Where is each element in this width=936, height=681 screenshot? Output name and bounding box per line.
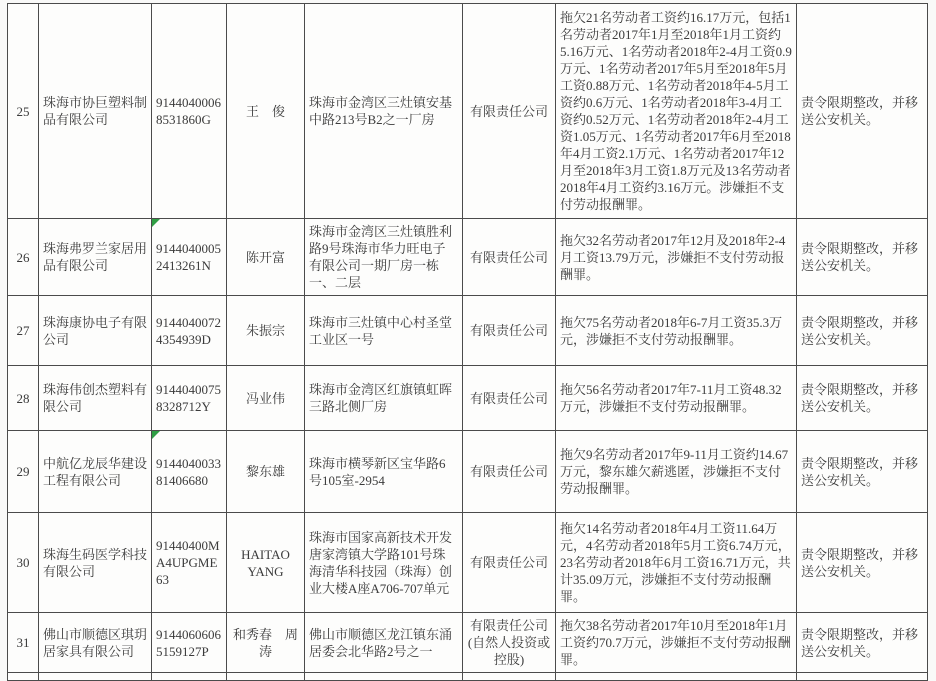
penalty-cell: 责令限期整改，并移送公安机关。 [797,513,928,613]
violation-facts-cell: 拖欠38名劳动者2017年10月至2018年1月工资约70.7万元，涉嫌拒不支付劳动报酬罪。 [556,613,797,673]
row-number-cell: 27 [8,296,39,366]
address-cell: 佛山市顺德区龙江镇东涌居委会北华路2号之一 [305,613,463,673]
table-row [8,296,928,366]
row-number-cell: 26 [8,219,39,296]
table-row [8,431,928,513]
credit-code-cell: 91440400724354939D [152,296,227,366]
credit-code-cell: 91440606065159127P [152,613,227,673]
company-type-cell: 有限责任公司 [463,366,556,431]
row-number-cell: 30 [8,513,39,613]
violation-facts-cell: 拖欠9名劳动者2017年9-11月工资约14.67万元，黎东雄欠薪逃匿，涉嫌拒不支付劳动报酬罪。 [556,431,797,513]
company-type-cell: 有限责任公司 [463,513,556,613]
company-name-cell: 珠海生码医学科技有限公司 [39,513,152,613]
clipped-cell [227,673,305,681]
table-row [8,366,928,431]
table-row [8,219,928,296]
legal-rep-cell: 和秀春 周涛 [227,613,305,673]
credit-code-cell-with-green-marker: 91440400052413261N [152,219,227,296]
table-row [8,613,928,673]
clipped-cell [8,673,39,681]
violation-facts-cell: 拖欠75名劳动者2018年6-7月工资35.3万元，涉嫌拒不支付劳动报酬罪。 [556,296,797,366]
address-cell: 珠海市金湾区红旗镇虹晖三路北侧厂房 [305,366,463,431]
row-number-cell: 25 [8,4,39,219]
table-body [8,4,928,681]
company-type-cell: 有限责任公司(自然人投资或控股) [463,613,556,673]
company-name-cell: 佛山市顺德区琪玥居家具有限公司 [39,613,152,673]
penalty-cell: 责令限期整改，并移送公安机关。 [797,296,928,366]
company-type-cell: 有限责任公司 [463,296,556,366]
company-type-cell: 有限责任公司 [463,431,556,513]
clipped-cell [556,673,797,681]
clipped-cell [152,673,227,681]
legal-rep-cell: 陈开富 [227,219,305,296]
violation-facts-cell: 拖欠21名劳动者工资约16.17万元，包括1名劳动者2017年1月至2018年1月工资约5.16万元、1名劳动者2018年2-4月工资0.9万元、1名劳动者2017年5月至2018年5月工资0.88万元、1名劳动者2018年4-5月工资约0.6万元、1名劳动者2018年3-4月工资约0.52万元、1名劳动者2018年2-4月工资1.05万元、1名劳动者2017年6月至2018年4月工资2.1万元、1名劳动者2017年12月至2018年3月工资1.8万元及13名劳动者2018年4月工资约3.16万元。涉嫌拒不支付劳动报酬罪。 [556,4,797,219]
company-name-cell: 珠海市协巨塑料制品有限公司 [39,4,152,219]
clipped-cell [305,673,463,681]
company-name-cell: 珠海伟创杰塑料有限公司 [39,366,152,431]
penalty-cell: 责令限期整改，并移送公安机关。 [797,219,928,296]
legal-rep-cell: 黎东雄 [227,431,305,513]
clipped-next-row-stub [8,673,928,681]
clipped-cell [463,673,556,681]
company-name-cell: 中航亿龙辰华建设工程有限公司 [39,431,152,513]
penalty-cell: 责令限期整改，并移送公安机关。 [797,366,928,431]
violation-facts-cell: 拖欠32名劳动者2017年12月及2018年2-4月工资13.79万元，涉嫌拒不支付劳动报酬罪。 [556,219,797,296]
violation-facts-cell: 拖欠14名劳动者2018年4月工资11.64万元，4名劳动者2018年5月工资6.74万元，23名劳动者2018年6月工资16.71万元，共计35.09万元，涉嫌拒不支付劳动报酬罪。 [556,513,797,613]
table-row [8,4,928,219]
wage-violation-table [7,3,928,681]
penalty-cell: 责令限期整改，并移送公安机关。 [797,431,928,513]
row-number-cell: 29 [8,431,39,513]
row-number-cell: 31 [8,613,39,673]
table-row [8,513,928,613]
credit-code-cell: 91440400MA4UPGME63 [152,513,227,613]
wage-violation-table-sheet [7,3,928,681]
clipped-cell [39,673,152,681]
company-name-cell: 珠海弗罗兰家居用品有限公司 [39,219,152,296]
address-cell: 珠海市横琴新区宝华路6号105室-2954 [305,431,463,513]
credit-code-cell-with-green-marker: 914404003381406680 [152,431,227,513]
legal-rep-cell: 朱振宗 [227,296,305,366]
legal-rep-cell: HAITAO YANG [227,513,305,613]
address-cell: 珠海市金湾区三灶镇安基中路213号B2之一厂房 [305,4,463,219]
penalty-cell: 责令限期整改，并移送公安机关。 [797,4,928,219]
company-type-cell: 有限责任公司 [463,219,556,296]
address-cell: 珠海市金湾区三灶镇胜利路9号珠海市华力旺电子有限公司一期厂房一栋一、二层 [305,219,463,296]
penalty-cell: 责令限期整改，并移送公安机关。 [797,613,928,673]
address-cell: 珠海市三灶镇中心村圣堂工业区一号 [305,296,463,366]
violation-facts-cell: 拖欠56名劳动者2017年7-11月工资48.32万元，涉嫌拒不支付劳动报酬罪。 [556,366,797,431]
credit-code-cell: 91440400068531860G [152,4,227,219]
address-cell: 珠海市国家高新技术开发唐家湾镇大学路101号珠海清华科技园（珠海）创业大楼A座A706-707单元 [305,513,463,613]
company-name-cell: 珠海康协电子有限公司 [39,296,152,366]
legal-rep-cell: 王 俊 [227,4,305,219]
row-number-cell: 28 [8,366,39,431]
legal-rep-cell: 冯业伟 [227,366,305,431]
company-type-cell: 有限责任公司 [463,4,556,219]
credit-code-cell: 91440400758328712Y [152,366,227,431]
clipped-cell [797,673,928,681]
